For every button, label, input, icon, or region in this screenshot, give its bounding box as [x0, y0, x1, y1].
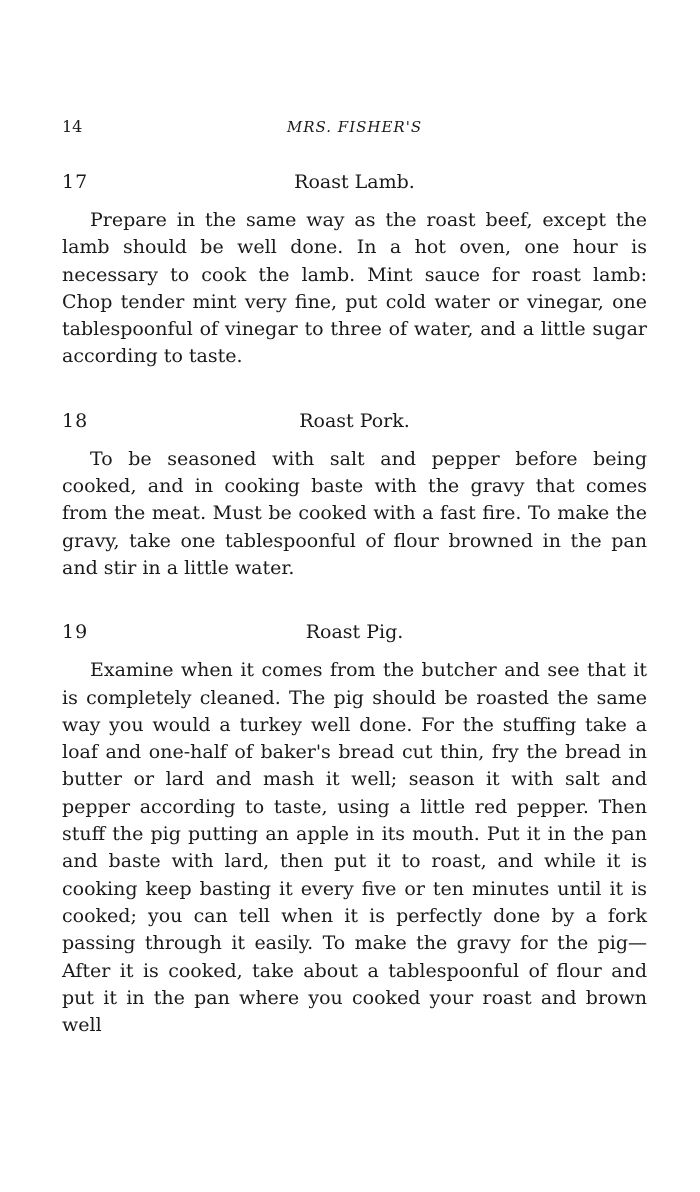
running-title: MRS. FISHER'S [286, 118, 423, 136]
recipe-roast-pork [62, 405, 647, 582]
recipe-number: 19 [62, 621, 89, 644]
page-number: 14 [62, 117, 83, 136]
recipe-body: Prepare in the same way as the roast beef, except the lamb should be well done. In a hot oven, one hour is necessary to cook the lamb. Mint sauce for roast lamb: Chop tender mint very fine, put cold water or vinegar, one tablespoonful of vinegar to three of water, and a little sugar according to taste. [62, 209, 647, 368]
recipe-title: Roast Lamb. [294, 171, 415, 193]
recipe-body: Examine when it comes from the butcher and see that it is completely cleaned. The pig should be roasted the same way you would a turkey well done. For the stuffing take a loaf and one-half of baker's bread cut thin, fry the bread in butter or lard and mash it well; season it with salt and pepper according to taste, using a little red pepper. Then stuff the pig putting an apple in its mouth. Put it in the pan and baste with lard, then put it to roast, and while it is cooking keep basting it every five or ten minutes until it is cooked; you can tell when it is perfectly done by a fork passing through it easily. To make the gravy for the pig—After it is cooked, take about a tablespoonful of flour and put it in the pan where you cooked your roast and brown well [62, 659, 647, 1037]
recipe-heading [62, 405, 647, 437]
recipe-title: Roast Pork. [299, 409, 410, 432]
recipe-title: Roast Pig. [305, 621, 404, 644]
running-head [62, 112, 647, 142]
recipe-roast-pig [62, 616, 647, 1039]
recipe-body: To be seasoned with salt and pepper before being cooked, and in cooking baste with the gravy that comes from the meat. Must be cooked with a fast fire. To make the gravy, take one tablespoonful of flour browned in the pan and stir in a little water. [62, 447, 647, 579]
recipe-roast-lamb [62, 166, 647, 371]
recipe-number: 18 [62, 409, 89, 432]
recipe-heading [62, 166, 647, 198]
recipe-number: 17 [62, 171, 89, 193]
book-page [62, 112, 647, 1039]
recipe-heading [62, 616, 647, 648]
